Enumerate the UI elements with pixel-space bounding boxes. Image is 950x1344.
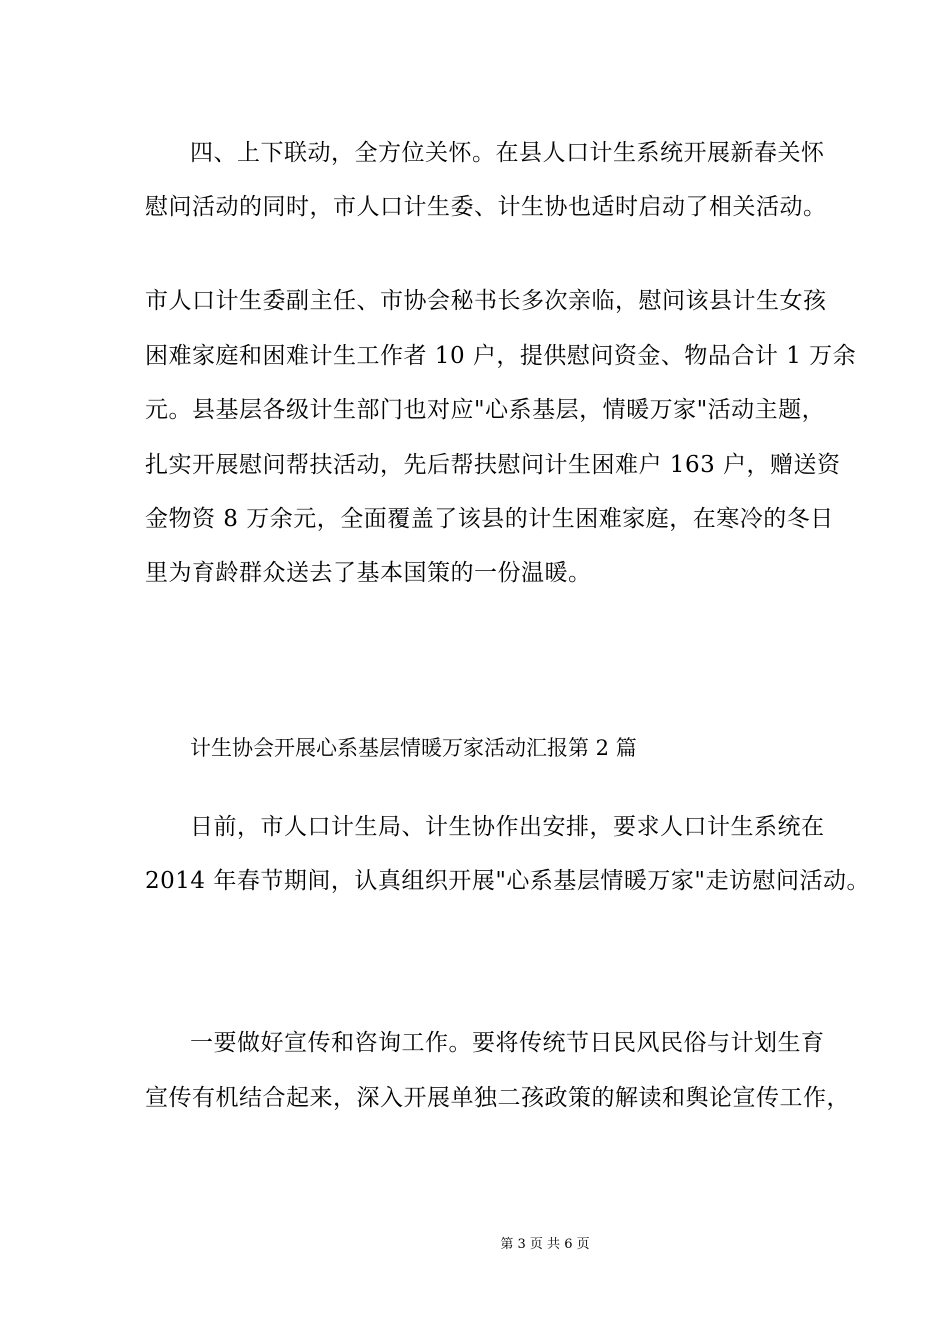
paragraph1-line-5: 元。县基层各级计生部门也对应"心系基层，情暖万家"活动主题， <box>145 397 826 423</box>
paragraph3-line-1: 一要做好宣传和咨询工作。要将传统节日民风民俗与计划生育 <box>190 1030 825 1056</box>
section-title: 计生协会开展心系基层情暖万家活动汇报第 2 篇 <box>190 736 637 760</box>
paragraph3-line-2: 宣传有机结合起来，深入开展单独二孩政策的解读和舆论宣传工作， <box>145 1085 850 1111</box>
paragraph1-line-8: 里为育龄群众送去了基本国策的一份温暖。 <box>145 560 592 586</box>
paragraph1-line-6: 扎实开展慰问帮扶活动，先后帮扶慰问计生困难户 163 户，赠送资 <box>145 452 841 478</box>
paragraph1-line-3: 市人口计生委副主任、市协会秘书长多次亲临，慰问该县计生女孩 <box>145 288 827 314</box>
paragraph2-line-1: 日前，市人口计生局、计生协作出安排，要求人口计生系统在 <box>190 814 825 840</box>
paragraph2-line-2: 2014 年春节期间，认真组织开展"心系基层情暖万家"走访慰问活动。 <box>145 868 871 894</box>
paragraph1-line-4: 困难家庭和困难计生工作者 10 户，提供慰问资金、物品合计 1 万余 <box>145 343 857 369</box>
page-number-footer: 第 3 页 共 6 页 <box>500 1237 590 1252</box>
paragraph1-line-2: 慰问活动的同时，市人口计生委、计生协也适时启动了相关活动。 <box>145 194 827 220</box>
paragraph1-line-7: 金物资 8 万余元，全面覆盖了该县的计生困难家庭，在寒冷的冬日 <box>145 506 834 532</box>
paragraph1-line-1: 四、上下联动，全方位关怀。在县人口计生系统开展新春关怀 <box>190 140 825 166</box>
